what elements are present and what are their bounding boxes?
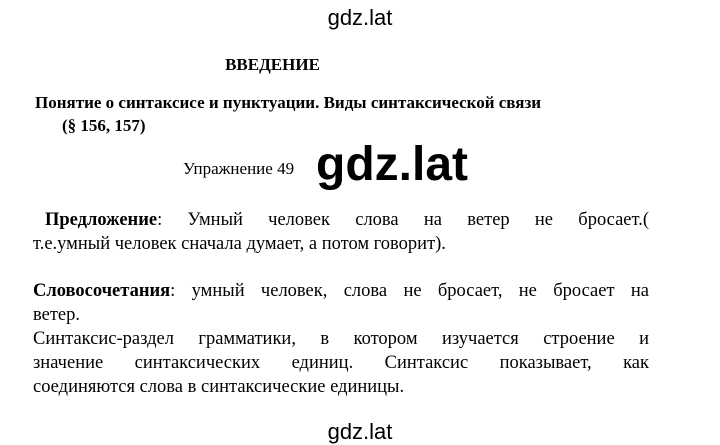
paragraph-line: соединяются слова в синтаксические единицы.	[33, 377, 405, 397]
term-label: Словосочетания	[33, 281, 171, 301]
paragraph-text: : Умный человек слова на ветер не бросает.(	[157, 210, 649, 230]
paragraph-line: Синтаксис-раздел грамматики, в котором изучается строение и	[33, 329, 649, 349]
watermark-center: gdz.lat	[316, 138, 468, 191]
section-title: ВВЕДЕНИЕ	[225, 55, 320, 74]
exercise-number: Упражнение 49	[183, 159, 295, 178]
paragraph-line	[45, 208, 649, 232]
paragraph-text: : умный человек, слова не бросает, не бросает на	[170, 281, 649, 301]
paragraph-sentence	[33, 208, 649, 256]
topic-heading-line-1: Понятие о синтаксисе и пунктуации. Виды синтаксической связи	[35, 93, 542, 112]
paragraph-line	[33, 279, 649, 303]
paragraph-word-combinations	[33, 279, 649, 327]
topic-heading-line-2: (§ 156, 157)	[62, 116, 146, 135]
paragraph-syntax-definition	[33, 327, 649, 399]
paragraph-line: значение синтаксических единиц. Синтаксис показывает, как	[33, 353, 649, 373]
paragraph-line: т.е.умный человек сначала думает, а потом говорит).	[33, 234, 446, 254]
term-label: Предложение	[45, 210, 158, 230]
paragraph-line: ветер.	[33, 305, 81, 325]
watermark-bottom: gdz.lat	[327, 419, 393, 444]
watermark-top: gdz.lat	[327, 5, 393, 30]
